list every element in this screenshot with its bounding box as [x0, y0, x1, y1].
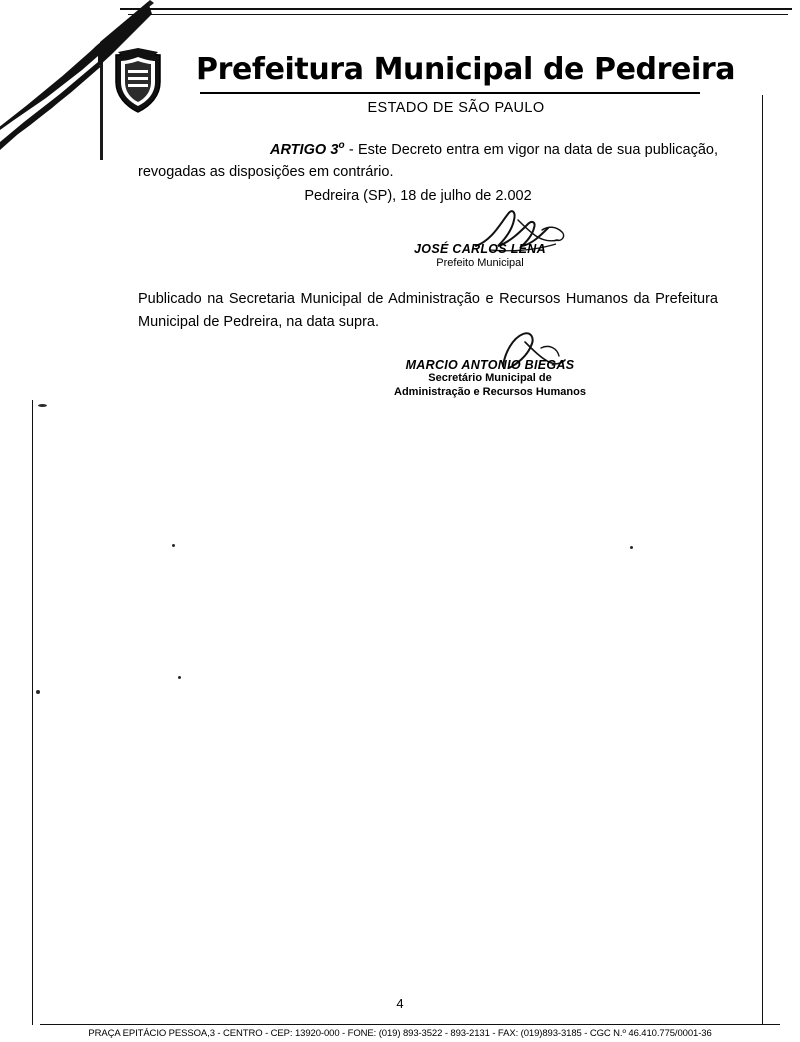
- date-line: Pedreira (SP), 18 de julho de 2.002: [304, 188, 532, 204]
- title-underline: [200, 92, 700, 94]
- scan-frame-bottom-line: [40, 1024, 780, 1025]
- scan-speck: [630, 546, 633, 549]
- signature-block-secretary: [340, 358, 640, 400]
- signature-role-secretary-line2: Administração e Recursos Humanos: [394, 385, 586, 398]
- scan-speck: [178, 676, 181, 679]
- article-label-superscript: o: [338, 140, 345, 151]
- scan-frame-right-line: [762, 95, 763, 1025]
- signature-name-mayor: JOSÉ CARLOS LENA: [414, 242, 546, 256]
- signature-role-mayor: Prefeito Municipal: [436, 257, 524, 269]
- article-label: ARTIGO 3: [270, 141, 339, 158]
- scan-frame-top-line: [120, 8, 792, 10]
- coat-of-arms-icon: [110, 48, 166, 114]
- scan-speck: [172, 544, 175, 547]
- signature-block-mayor: [330, 242, 630, 269]
- scan-speck: [38, 404, 47, 407]
- page-title: Prefeitura Municipal de Pedreira: [196, 52, 736, 87]
- scan-speck: [36, 690, 40, 694]
- footer-address: PRAÇA EPITÁCIO PESSOA,3 - CENTRO - CEP: 13920-000 - FONE: (019) 893-3522 - 893-2131 - FAX: (019)893-3185 - CGC N.º 46.410.775/0001-36: [88, 1028, 712, 1039]
- page-subtitle: ESTADO DE SÃO PAULO: [367, 100, 545, 116]
- signature-name-secretary: MARCIO ANTONIO BIEGAS: [405, 358, 575, 372]
- signature-role-secretary-line1: Secretário Municipal de: [428, 372, 552, 384]
- article-text: - Este Decreto entra em vigor na data de sua publicação, revogadas as disposições em contrário.: [138, 141, 719, 181]
- article-paragraph: [138, 138, 718, 184]
- publication-note: Publicado na Secretaria Municipal de Administração e Recursos Humanos da Prefeitura Municipal de Pedreira, na data supra.: [138, 291, 718, 331]
- scan-frame-left-line: [32, 400, 33, 1025]
- scan-frame-top-line-secondary: [128, 14, 788, 15]
- page-number: 4: [396, 996, 404, 1011]
